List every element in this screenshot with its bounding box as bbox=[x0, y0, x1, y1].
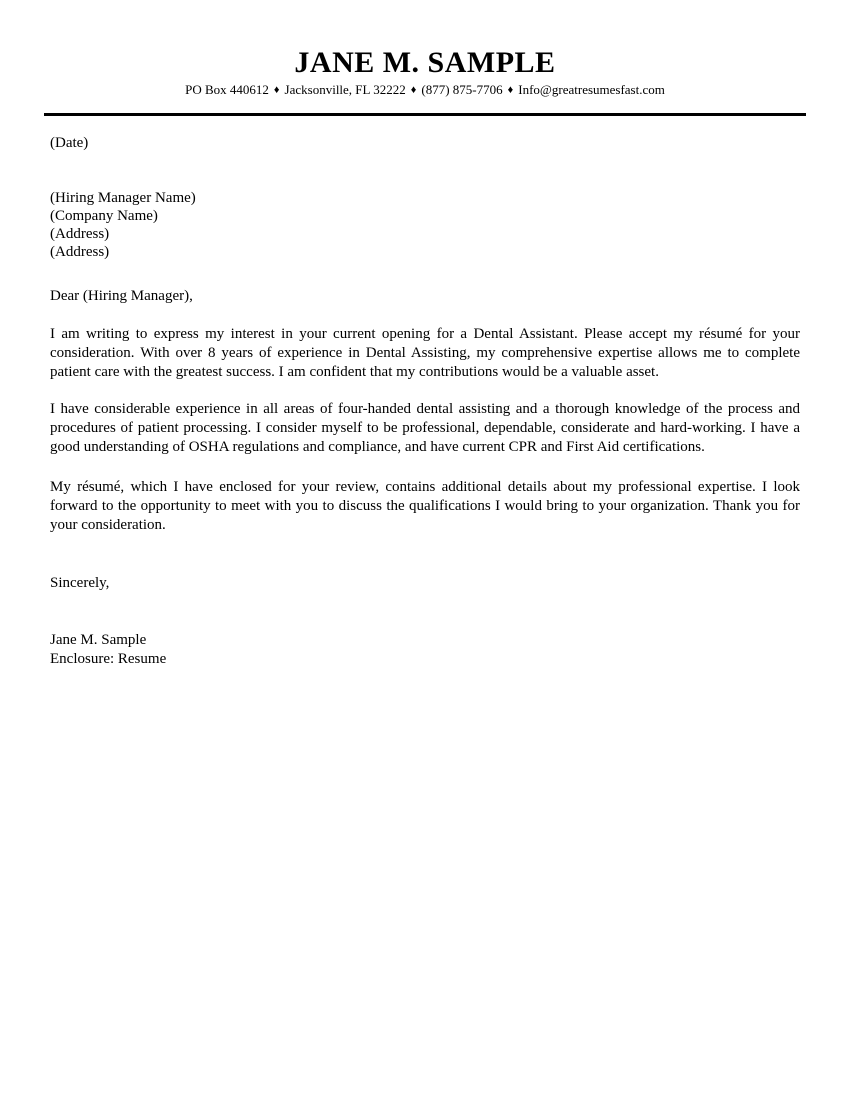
recipient-line-address-2: (Address) bbox=[50, 244, 110, 260]
letter-body bbox=[50, 134, 800, 669]
body-paragraph-1: I am writing to express my interest in your current opening for a Dental Assistant. Please accept my résumé for your consideration. With over 8 years of experience in Dental Assisting, my comprehensive expertise allows me to complete patient care with the greatest success. I am confident that my contributions would be a valuable asset. bbox=[50, 326, 800, 380]
header-rule bbox=[44, 113, 806, 116]
author-name: JANE M. SAMPLE bbox=[294, 46, 556, 79]
closing: Sincerely, bbox=[50, 575, 110, 591]
contact-email: Info@greatresumesfast.com bbox=[518, 82, 665, 97]
letter-header bbox=[0, 46, 850, 116]
contact-po-box: PO Box 440612 bbox=[185, 82, 269, 97]
contact-phone: (877) 875-7706 bbox=[421, 82, 503, 97]
recipient-block bbox=[50, 189, 800, 261]
diamond-separator-icon: ♦ bbox=[507, 84, 514, 96]
recipient-line-address-1: (Address) bbox=[50, 226, 110, 242]
contact-line bbox=[50, 82, 800, 99]
enclosure-note: Enclosure: Resume bbox=[50, 651, 167, 667]
body-paragraph-3: My résumé, which I have enclosed for your review, contains additional details about my professional expertise. I look forward to the opportunity to meet with you to discuss the qualifications I would bring to your organization. Thank you for your consideration. bbox=[50, 479, 800, 533]
date-placeholder: (Date) bbox=[50, 135, 89, 151]
recipient-line-hiring-manager: (Hiring Manager Name) bbox=[50, 190, 196, 206]
recipient-line-company: (Company Name) bbox=[50, 208, 158, 224]
diamond-separator-icon: ♦ bbox=[273, 84, 280, 96]
diamond-separator-icon: ♦ bbox=[410, 84, 417, 96]
signature-name: Jane M. Sample bbox=[50, 632, 147, 648]
salutation: Dear (Hiring Manager), bbox=[50, 288, 193, 304]
contact-city: Jacksonville, FL 32222 bbox=[284, 82, 406, 97]
body-paragraph-2: I have considerable experience in all areas of four-handed dental assisting and a thorough knowledge of the process and procedures of patient processing. I consider myself to be professional, dependable, considerate and hard-working. I have a good understanding of OSHA regulations and compliance, and have current CPR and First Aid certifications. bbox=[50, 401, 800, 455]
